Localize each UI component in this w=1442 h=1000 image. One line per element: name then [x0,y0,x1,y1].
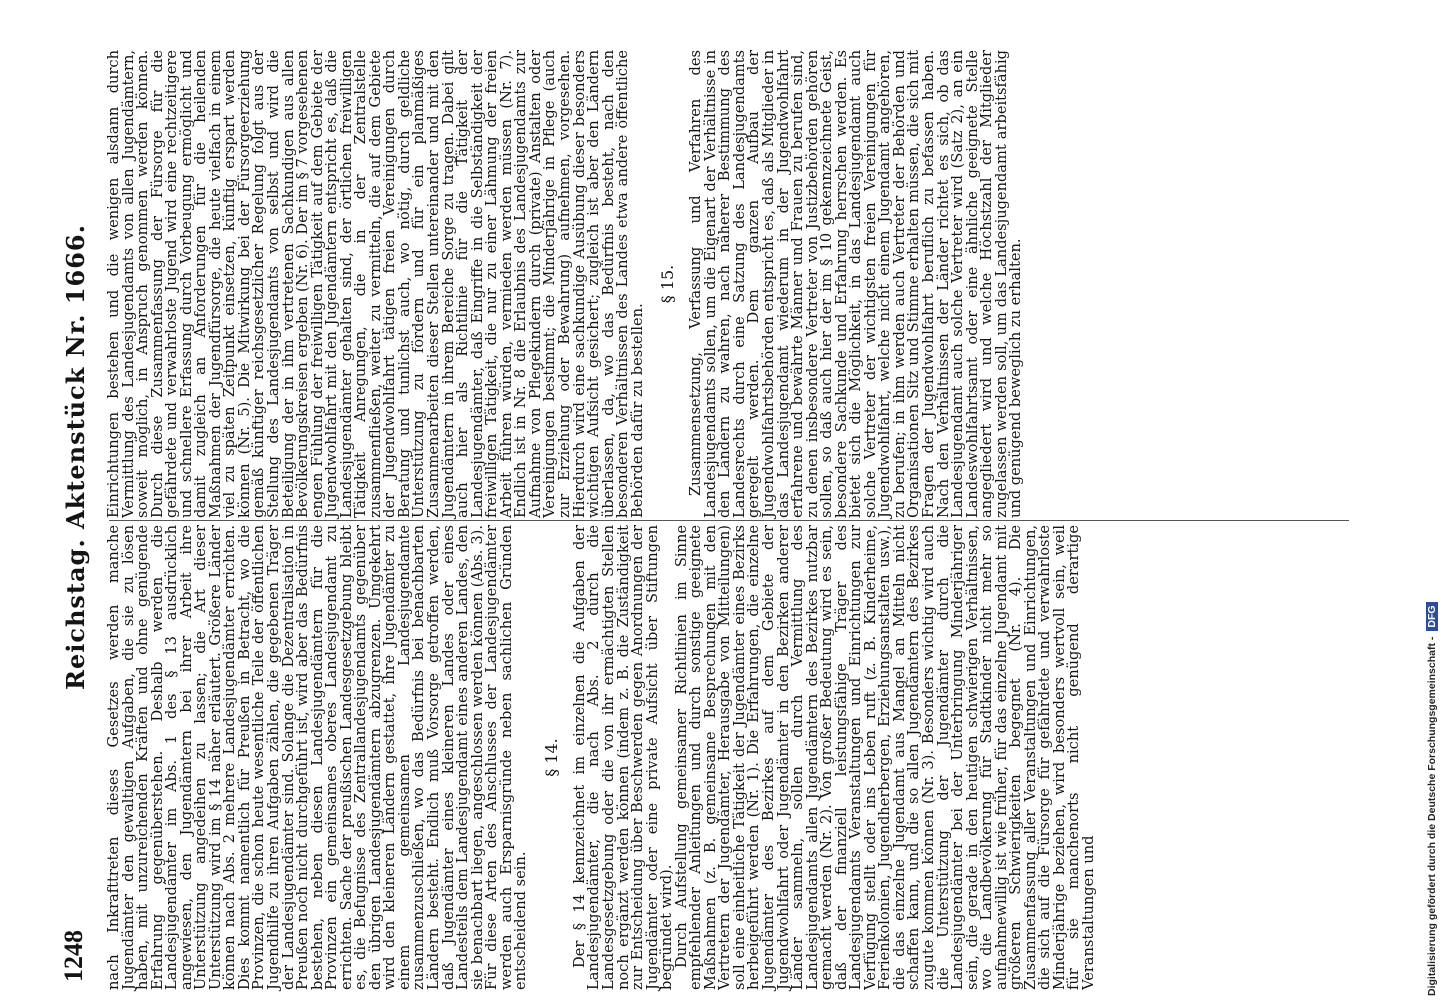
column-divider [109,520,1349,521]
credit-text: Digitalisierung gefördert durch die Deutsche Forschungsgemeinschaft - [1426,636,1438,996]
rotated-page [55,50,1375,990]
paragraph: Einrichtungen bestehen und die wenigen alsdann durch Vermittlung des Landesjugendamts von allen Jugendämtern, soweit möglich, in Anspruch genommen werden können. Durch diese Zusammenfassung der Fürsorge für die gefährdete und verwahrloste Jugend wird eine rechtzeitigere und schnellere Erfassung durch Vorbeugung ermöglicht und damit zugleich an Anforderungen für die heilenden Maßnahmen der Jugendfürsorge, die heute vielfach in einem viel zu späten Zeitpunkt einsetzen, künftig erspart werden können (Nr. 5). Die Mitwirkung bei der Fürsorgeerziehung gemäß künftiger reichsgesetzlicher Regelung folgt aus der Stellung des Landesjugendamts von selbst und wird die Beteiligung der in ihm vertretenen Sachkundigen aus allen Bevölkerungskreisen ergeben (Nr. 6). Der im § 7 vorgesehenen engen Fühlung der freiwilligen Tätigkeit auf dem Gebiete der Jugendwohlfahrt mit den Jugendämtern entspricht es, daß die Landesjugendämter gehalten sind, der örtlichen freiwilligen Tätigkeit Anregungen, die in der Zentralstelle zusammenfließen, weiter zu vermitteln, die auf dem Gebiete der Jugendwohlfahrt tätigen freien Vereinigungen durch Beratung und tunlichst auch, wo nötig, durch geldliche Unterstützung zu fördern und für ein planmäßiges Zusammenarbeiten dieser Stellen untereinander und mit den Jugendämtern in ihrem Bereiche Sorge zu tragen. Dabei gilt auch hier als Richtlinie für die Tätigkeit der Landesjugendämter, daß Eingriffe in die Selbständigkeit der freiwilligen Tätigkeit, die nur zu einer Lähmung der freien Arbeit führen würden, vermieden werden müssen (Nr. 7). Endlich ist in Nr. 8 die Erlaubnis des Landesjugendamts zur Aufnahme von Pflegekindern durch (private) Anstalten oder Vereinigungen bestimmt; die Minderjährige in Pflege (auch zur Erziehung oder Bewahrung) aufnehmen, vorgesehen. Hierdurch wird eine sachkundige Ausübung dieser besonders wichtigen Aufsicht gesichert; zugleich ist aber den Ländern überlassen, da, wo das Bedürfnis besteht, nach den besonderen Verhältnissen des Landes etwa andere öffentliche Behörden dafür zu bestellen. [105,50,646,518]
section-heading-15: § 15. [658,264,678,304]
page-header [55,50,105,990]
dfg-logo: DFG [1426,602,1438,630]
paragraph: Der § 14 kennzeichnet im einzelnen die Aufgaben der Landesjugendämter, die nach Abs. 2 durch die Landesgesetzgebung oder die von ihr ermächtigten Stellen noch ergänzt werden können (indem z. B. die Zuständigkeit zur Entscheidung über Beschwerden gegen Anordnungen der Jugendämter oder eine private Aufsicht über Stiftungen begründet wird). [570,525,676,990]
page-number: 1248 [59,930,88,982]
paragraph: Zusammensetzung, Verfassung und Verfahren des Landesjugendamts sollen, um die Eigenart der Verhältnisse in den Ländern zu wahren, nach näherer Bestimmung des Landesrechts durch eine Satzung des Landesjugendamts geregelt werden. Dem ganzen Aufbau der Jugendwohlfahrtsbehörden entspricht es, daß als Mitglieder in das Landesjugendamt wiederum in der Jugendwohlfahrt erfahrene und bewährte Männer und Frauen zu berufen sind, zu denen insbesondere Vertreter von Justizbehörden gehören sollen, so daß auch hier der im § 10 gekennzeichnete Geist, besondere Sachkunde und Erfahrung herrschen werden. Es bietet sich die Möglichkeit, in das Landesjugendamt auch solche Vertreter der wichtigsten freien Vereinigungen für Jugendwohlfahrt, welche nicht einem Jugendamt angehören, zu berufen; in ihm werden auch Vertreter der Behörden und Organisationen Sitz und Stimme erhalten müssen, die sich mit Fragen der Jugendwohlfahrt beruflich zu befassen haben. Nach den Verhältnissen der Länder richtet es sich, ob das Landesjugendamt auch solche Vertreter wird (Satz 2), an ein Landeswohlfahrtsamt oder eine ähnliche geeignete Stelle angegliedert wird und welche Höchstzahl der Mitglieder zugelassen werden soll, um das Landesjugendamt arbeitsfähig und genügend beweglich zu erhalten. [687,50,1025,518]
running-head: Reichstag. Aktenstück Nr. 1666. [61,224,90,690]
right-column [107,50,1024,518]
digitization-credit [1426,6,1442,996]
left-column [107,525,1097,990]
section-heading-14: § 14. [541,738,561,777]
paragraph: nach Inkrafttreten dieses Gesetzes werden manche Jugendämter den gewaltigen Aufgaben, die sie zu lösen haben, mit unzureichenden Kräften und ohne genügende Erfahrung gegenüberstehen. Deshalb werden die Landesjugendämter im Abs. 1 des § 13 ausdrücklich angewiesen, den Jugendämtern bei ihrer Arbeit ihre Unterstützung angedeihen zu lassen; die Art dieser Unterstützung wird im § 14 näher erläutert. Größere Länder können nach Abs. 2 mehrere Landesjugendämter errichten. Dies kommt namentlich für Preußen in Betracht, wo die Provinzen, die schon heute wesentliche Teile der öffentlichen Jugendhilfe zu ihren Aufgaben zählen, die gegebenen Träger der Landesjugendämter sind. Solange die Dezentralisation in Preußen noch nicht durchgeführt ist, wird aber das Bedürfnis bestehen, neben diesen Landesjugendämtern für die Provinzen ein gemeinsames oberes Landesjugendamt zu errichten. Sache der preußischen Landesgesetzgebung bleibt es, die Befugnisse des Zentrallandesjugendamts gegenüber den übrigen Landesjugendämtern abzugrenzen. Umgekehrt wird den kleineren Ländern gestattet, ihre Jugendämter zu einem gemeinsamen Landesjugendamte zusammenzuschließen, wo das Bedürfnis bei benachbarten Ländern besteht. Endlich muß Vorsorge getroffen werden, daß Jugendämter eines kleineren Landes oder eines Landesteils dem Landesjugendamt eines anderen Landes, den sie benachbart liegen, angeschlossen werden können (Abs. 3). Für diese Arten des Anschlusses der Landesjugendämter werden auch Ersparnisgründe neben sachlichen Gründen entscheidend sein. [105,525,530,990]
paragraph: Durch Aufstellung gemeinsamer Richtlinien im Sinne empfehlender Anleitungen und durch sonstige geeignete Maßnahmen (z. B. gemeinsame Besprechungen mit den Vertretern der Jugendämter, Herausgabe von Mitteilungen) soll eine einheitliche Tätigkeit der Jugendämter eines Bezirks herbeigeführt werden (Nr. 1). Die Erfahrungen, die einzelne Jugendämter des Bezirkes auf dem Gebiete der Jugendwohlfahrt oder Jugendämter in den Bezirken anderer Länder sammeln, sollen durch Vermittlung des Landesjugendamts allen Jugendämtern des Bezirkes nutzbar gemacht werden (Nr. 2). Von großer Bedeutung wird es sein, daß der finanziell leistungsfähige Träger des Landesjugendamts Veranstaltungen und Einrichtungen zur Verfügung stellt oder ins Leben ruft (z. B. Kinderheime, Ferienkolonien, Jugendherbergen, Erziehungsanstalten usw.), die das einzelne Jugendamt aus Mangel an Mitteln nicht schaffen kann, und die so allen Jugendämtern des Bezirkes zugute kommen können (Nr. 3). Besonders wichtig wird auch die Unterstützung der Jugendämter durch die Landesjugendämter bei der Unterbringung Minderjähriger sein, die gerade in den heutigen schwierigen Verhältnissen, wo die Landbevölkerung für Stadtkinder nicht mehr so aufnahmewillig ist wie früher, für das einzelne Jugendamt mit größeren Schwierigkeiten begegnet (Nr. 4). Die Zusammenfassung aller Veranstaltungen und Einrichtungen, die sich auf die Fürsorge für gefährdete und verwahrloste Minderjährige beziehen, wird besonders wertvoll sein, weil für sie manchenorts nicht genügend derartige Veranstaltungen und [672,525,1097,990]
